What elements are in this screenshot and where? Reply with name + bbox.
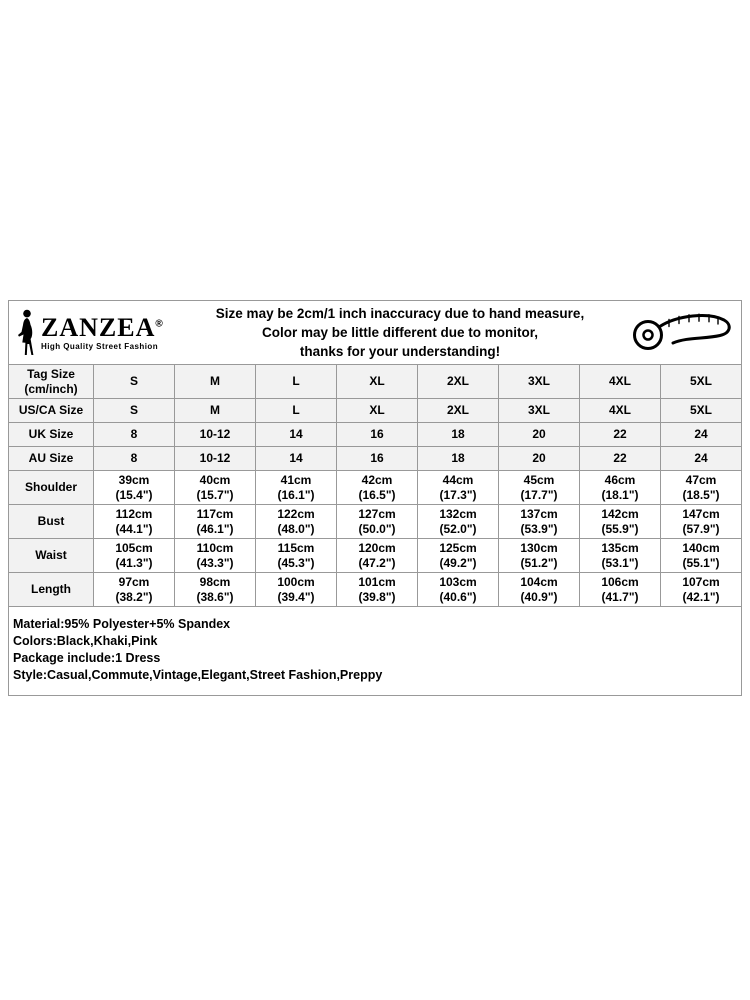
size-cell: 2XL [418,365,499,399]
package-line: Package include:1 Dress [13,651,161,665]
size-cell: 4XL [580,399,661,423]
size-header-row [9,365,742,399]
row-label: Shoulder [9,471,94,505]
size-cell: M [175,365,256,399]
product-details [8,607,742,696]
notice-line-2: Color may be little different due to monitor, [261,325,539,340]
row-label: Bust [9,505,94,539]
measure-cell: 137cm (53.9") [499,505,580,539]
size-cell: 22 [580,447,661,471]
size-cell: 16 [337,423,418,447]
brand-text-block [41,312,164,351]
measure-cell: 105cm (41.3") [94,539,175,573]
measure-cell: 47cm (18.5") [661,471,742,505]
size-cell: 14 [256,447,337,471]
brand-logo [9,309,179,357]
size-cell: 3XL [499,365,580,399]
size-cell: 20 [499,447,580,471]
size-cell: 16 [337,447,418,471]
size-cell: 3XL [499,399,580,423]
size-cell: 24 [661,423,742,447]
measurement-row [9,505,742,539]
size-cell: 10-12 [175,423,256,447]
notice-line-1: Size may be 2cm/1 inch inaccuracy due to hand measure, [215,306,585,321]
size-cell: XL [337,365,418,399]
brand-tagline: High Quality Street Fashion [41,341,159,351]
measure-cell: 127cm (50.0") [337,505,418,539]
measure-cell: 101cm (39.8") [337,573,418,607]
measure-cell: 97cm (38.2") [94,573,175,607]
style-line: Style:Casual,Commute,Vintage,Elegant,Street Fashion,Preppy [13,668,383,682]
brand-name [41,312,164,342]
size-chart-sheet [8,300,742,696]
row-label: Length [9,573,94,607]
measurement-row [9,539,742,573]
measure-cell: 110cm (43.3") [175,539,256,573]
size-cell: 8 [94,447,175,471]
size-cell: 10-12 [175,447,256,471]
size-cell: 4XL [580,365,661,399]
measure-cell: 104cm (40.9") [499,573,580,607]
measure-cell: 39cm (15.4") [94,471,175,505]
woman-silhouette-icon [16,309,38,357]
measure-cell: 40cm (15.7") [175,471,256,505]
size-table-body [9,365,742,607]
colors-line: Colors:Black,Khaki,Pink [13,634,158,648]
measurement-row [9,471,742,505]
measure-cell: 107cm (42.1") [661,573,742,607]
size-table [8,364,742,607]
measure-cell: 142cm (55.9") [580,505,661,539]
measure-cell: 42cm (16.5") [337,471,418,505]
size-cell: L [256,399,337,423]
size-cell: 2XL [418,399,499,423]
size-cell: 22 [580,423,661,447]
size-cell: 18 [418,447,499,471]
material-line: Material:95% Polyester+5% Spandex [13,617,231,631]
measure-cell: 140cm (55.1") [661,539,742,573]
brand-name-text: ZANZEA [41,312,156,342]
measure-cell: 135cm (53.1") [580,539,661,573]
row-label: Tag Size (cm/inch) [9,365,94,399]
row-label: Waist [9,539,94,573]
size-header-row [9,399,742,423]
measure-cell: 45cm (17.7") [499,471,580,505]
size-cell: 20 [499,423,580,447]
row-label: UK Size [9,423,94,447]
notice-line-3: thanks for your understanding! [299,344,501,359]
measurement-row [9,573,742,607]
row-label: AU Size [9,447,94,471]
measure-cell: 98cm (38.6") [175,573,256,607]
size-cell: 14 [256,423,337,447]
size-cell: S [94,365,175,399]
size-cell: 8 [94,423,175,447]
measure-cell: 112cm (44.1") [94,505,175,539]
size-header-row [9,447,742,471]
measure-cell: 117cm (46.1") [175,505,256,539]
measure-cell: 120cm (47.2") [337,539,418,573]
measure-cell: 125cm (49.2") [418,539,499,573]
measure-cell: 132cm (52.0") [418,505,499,539]
measure-cell: 115cm (45.3") [256,539,337,573]
measuring-tape-icon [621,306,741,360]
measure-cell: 130cm (51.2") [499,539,580,573]
measure-cell: 106cm (41.7") [580,573,661,607]
registered-mark: ® [155,317,164,329]
size-cell: 18 [418,423,499,447]
measure-cell: 41cm (16.1") [256,471,337,505]
size-cell: 24 [661,447,742,471]
size-cell: XL [337,399,418,423]
row-label: US/CA Size [9,399,94,423]
header-banner [8,300,742,364]
measure-cell: 122cm (48.0") [256,505,337,539]
size-cell: 5XL [661,399,742,423]
size-cell: 5XL [661,365,742,399]
measure-cell: 46cm (18.1") [580,471,661,505]
measure-notice [179,304,621,361]
size-cell: L [256,365,337,399]
size-cell: S [94,399,175,423]
size-cell: M [175,399,256,423]
size-header-row [9,423,742,447]
measure-cell: 103cm (40.6") [418,573,499,607]
measure-cell: 44cm (17.3") [418,471,499,505]
measure-cell: 147cm (57.9") [661,505,742,539]
measure-cell: 100cm (39.4") [256,573,337,607]
